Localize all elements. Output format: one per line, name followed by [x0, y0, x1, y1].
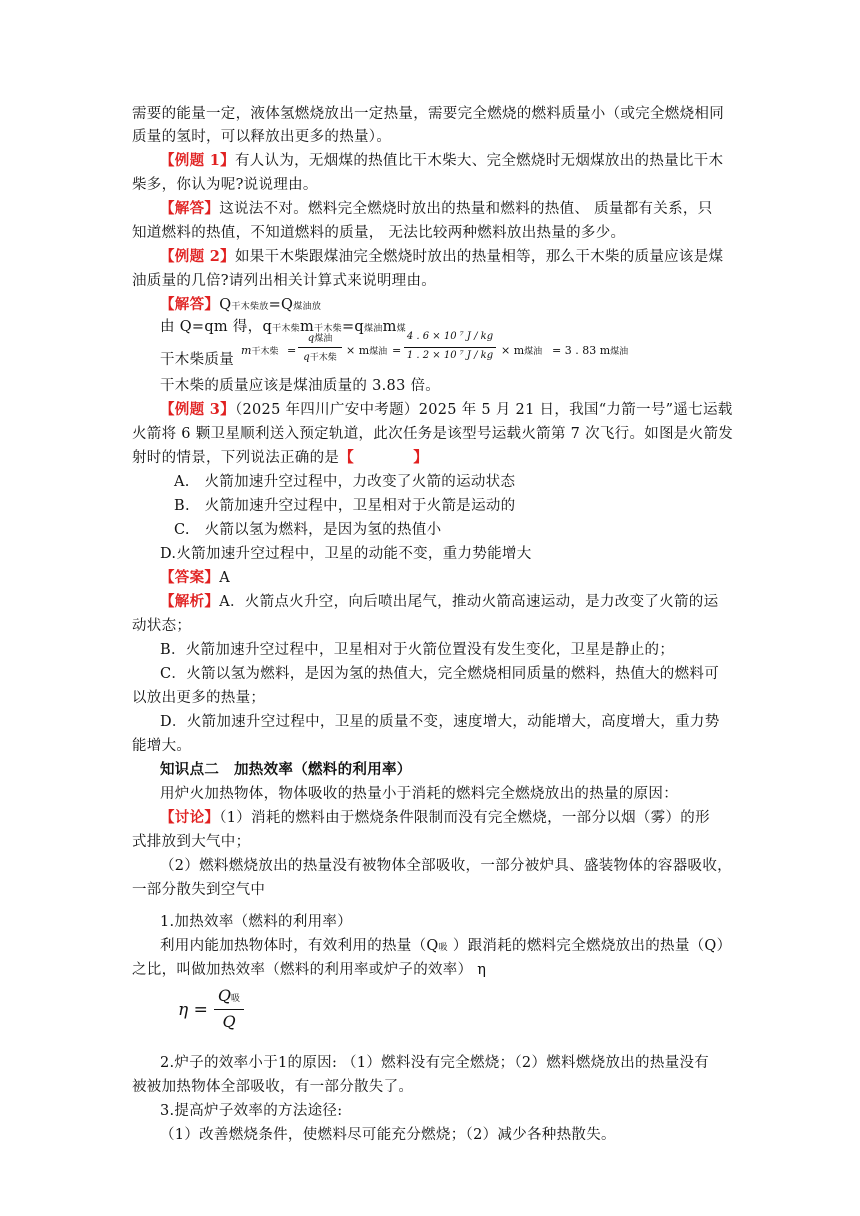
text: 动状态； [132, 618, 192, 634]
subscript: 干木柴 [251, 347, 279, 357]
subheading [160, 1101, 342, 1121]
subscript: 煤油 [364, 324, 383, 334]
subscript: 干木柴放 [231, 302, 269, 312]
text-line [160, 640, 674, 660]
analysis [160, 592, 718, 612]
text: A．火箭点火升空，向后喷出尾气，推动火箭高速运动，是力改变了火箭的运 [219, 594, 719, 610]
text: ）跟消耗的燃料完全燃烧放出的热量（Q） [447, 938, 732, 954]
text: A [219, 570, 230, 586]
subscript: 吸 [438, 943, 448, 953]
frac-den-1 [298, 350, 342, 363]
text-line [132, 175, 318, 195]
text: 能增大。 [132, 738, 192, 754]
fraction-bar [298, 347, 342, 348]
option-d [160, 544, 532, 564]
text: （1）消耗的燃料由于燃烧条件限制而没有完全燃烧，一部分以烟（雾）的形 [219, 810, 710, 826]
text: 3.提高炉子效率的方法途径: [160, 1103, 343, 1119]
text: （2）燃料燃烧放出的热量没有被物体全部吸收，一部分被炉具、盛装物体的容器吸收， [160, 858, 732, 874]
heading-text: 知识点二 加热效率（燃料的利用率） [160, 761, 412, 778]
text-line [132, 104, 724, 124]
example-tag: 【例题 3】 [160, 401, 235, 418]
formula-times [346, 344, 387, 357]
frac-den-2 [404, 350, 496, 361]
text-line [160, 712, 720, 732]
text-line [160, 856, 732, 876]
example-2 [160, 247, 723, 267]
answer-tag: 【解答】 [160, 200, 220, 217]
subscript: 干木柴 [309, 353, 337, 363]
answer-1 [160, 199, 713, 219]
text-line [160, 784, 678, 804]
text-line [132, 832, 250, 852]
text-line [132, 424, 733, 444]
subscript: 干木柴 [272, 324, 300, 334]
text: C．火箭以氢为燃料，是因为氢的热值大，完全燃烧相同质量的燃料，热值大的燃料可 [160, 666, 719, 682]
text: 一部分散失到空气中 [132, 882, 266, 898]
text: 火箭将 6 颗卫星顺利送入预定轨道，此次任务是该型号运载火箭第 7 次飞行。如图是火箭发 [132, 426, 734, 442]
fraction-bar [404, 347, 496, 348]
text-line [132, 736, 191, 756]
text: 1.加热效率（燃料的利用率） [160, 914, 353, 930]
discussion-tag: 【讨论】 [160, 809, 220, 826]
text: 4 . 6 × 10 ⁷ J / kg [406, 331, 494, 342]
formula-m [241, 344, 278, 357]
example-3 [160, 400, 733, 420]
text: 式排放到大气中； [132, 834, 251, 850]
text: 之比，叫做加热效率（燃料的利用率或炉子的效率） η [132, 962, 487, 978]
subscript: 干木柴 [314, 324, 342, 334]
text: = [287, 344, 297, 357]
text-line [132, 271, 436, 291]
subscript: 煤油 [369, 347, 388, 357]
text: 被被加热物体全部吸收，有一部分散失了。 [132, 1079, 414, 1095]
eta-numerator [214, 986, 244, 1005]
text-line [160, 376, 440, 396]
subscript: 煤 [396, 324, 406, 334]
text-line [160, 1053, 709, 1073]
text: × m [346, 344, 370, 357]
formula-eq [287, 344, 296, 357]
text: × m [501, 344, 525, 357]
option-a [174, 472, 515, 492]
frac-num-1 [298, 331, 342, 344]
text: B．火箭加速升空过程中，卫星相对于火箭位置没有发生变化，卫星是静止的； [160, 642, 675, 658]
text: = [392, 344, 402, 357]
text: 用炉火加热物体，物体吸收的热量小于消耗的燃料完全燃烧放出的热量的原因： [160, 786, 678, 802]
example-tag: 【例题 2】 [160, 248, 235, 265]
text: （1）改善燃烧条件，使燃料尽可能充分燃烧；（2）减少各种热散失。 [160, 1127, 616, 1143]
text: =Q [268, 297, 294, 313]
text: η = [178, 1000, 208, 1020]
text: 这说法不对。燃料完全燃烧时放出的热量和燃料的热值、 质量都有关系，只 [219, 201, 713, 217]
text: q [303, 352, 310, 363]
text: 干木柴的质量应该是煤油质量的 3.83 倍。 [160, 378, 441, 394]
mass-label [160, 350, 234, 370]
text: 以放出更多的热量； [132, 690, 266, 706]
subscript: 煤油放 [293, 302, 322, 312]
text: 油质量的几倍?请列出相关计算式来说明理由。 [132, 273, 437, 289]
text-line [132, 960, 486, 980]
text-line [132, 1077, 413, 1097]
text: Q [219, 297, 232, 313]
formula-eq [392, 344, 401, 357]
text: m [241, 344, 252, 357]
option-b [174, 496, 515, 516]
text: 质量的氢时，可以释放出更多的热量）。 [132, 129, 392, 145]
fraction-bar [214, 1009, 244, 1010]
text: m [382, 319, 397, 335]
section-heading [160, 760, 412, 780]
subscript: 煤油 [610, 347, 629, 357]
text: 知道燃料的热值，不知道燃料的质量， 无法比较两种燃料放出热量的多少。 [132, 225, 626, 241]
text: 2.炉子的效率小于1的原因: （1）燃料没有完全燃烧；（2）燃料燃烧放出的热量没有 [160, 1055, 710, 1071]
subscript: 煤油 [524, 347, 543, 357]
example-tag: 【例题 1】 [160, 152, 235, 169]
text: 1 . 2 × 10 ⁷ J / kg [406, 350, 494, 361]
text: D．火箭加速升空过程中，卫星的质量不变，速度增大，动能增大，高度增大，重力势 [160, 714, 720, 730]
text-line [132, 880, 265, 900]
text: 射时的情景，下列说法正确的是 [132, 450, 340, 466]
option-c [174, 520, 441, 540]
subscript: 煤油 [314, 334, 333, 344]
eta-symbol [178, 1000, 208, 1020]
answer-tag: 【答案】 [160, 569, 220, 586]
frac-num-2 [404, 331, 496, 342]
eta-denominator [214, 1012, 244, 1031]
text: = 3 . 83 m [552, 344, 611, 357]
text: Q [222, 1012, 236, 1031]
text-line [160, 664, 719, 684]
text: A. 火箭加速升空过程中，力改变了火箭的运动状态 [174, 474, 516, 490]
subscript: 吸 [231, 994, 241, 1004]
text: 利用内能加热物体时，有效利用的热量（Q [160, 938, 439, 954]
answer-bracket: 【 】 [339, 449, 429, 466]
text: D.火箭加速升空过程中，卫星的动能不变，重力势能增大 [160, 546, 532, 562]
text-line [132, 448, 428, 468]
text: （2025 年四川广安中考题）2025 年 5 月 21 日，我国“力箭一号”遥七运载 [234, 402, 733, 418]
formula-result [552, 344, 628, 357]
text-line [132, 127, 391, 147]
discussion [160, 808, 710, 828]
text-line [160, 1125, 616, 1145]
text: 如果干木柴跟煤油完全燃烧时放出的热量相等，那么干木柴的质量应该是煤 [234, 249, 724, 265]
text: 需要的能量一定，液体氢燃烧放出一定热量，需要完全燃烧的燃料质量小（或完全燃烧相同 [132, 106, 724, 122]
subheading [160, 912, 352, 932]
text-line [160, 936, 731, 958]
text: Q [217, 986, 232, 1005]
text: q [307, 333, 315, 344]
answer-2 [160, 295, 321, 317]
text: 干木柴质量 [160, 352, 234, 368]
text: 有人认为，无烟煤的热值比干木柴大、完全燃烧时无烟煤放出的热量比干木 [234, 153, 724, 169]
example-1 [160, 151, 723, 171]
answer-3 [160, 568, 230, 588]
text: 由 Q=qm 得，q [160, 319, 273, 335]
text: 柴多，你认为呢?说说理由。 [132, 177, 318, 193]
text-line [132, 688, 265, 708]
text: =q [341, 319, 364, 335]
text: C. 火箭以氢为燃料，是因为氢的热值小 [174, 522, 442, 538]
text-line [132, 223, 625, 243]
formula-line [160, 317, 406, 339]
formula-times [501, 344, 542, 357]
text: m [299, 319, 315, 335]
analysis-tag: 【解析】 [160, 593, 220, 610]
text: B. 火箭加速升空过程中，卫星相对于火箭是运动的 [174, 498, 516, 514]
answer-tag: 【解答】 [160, 296, 220, 313]
text-line [132, 616, 191, 636]
